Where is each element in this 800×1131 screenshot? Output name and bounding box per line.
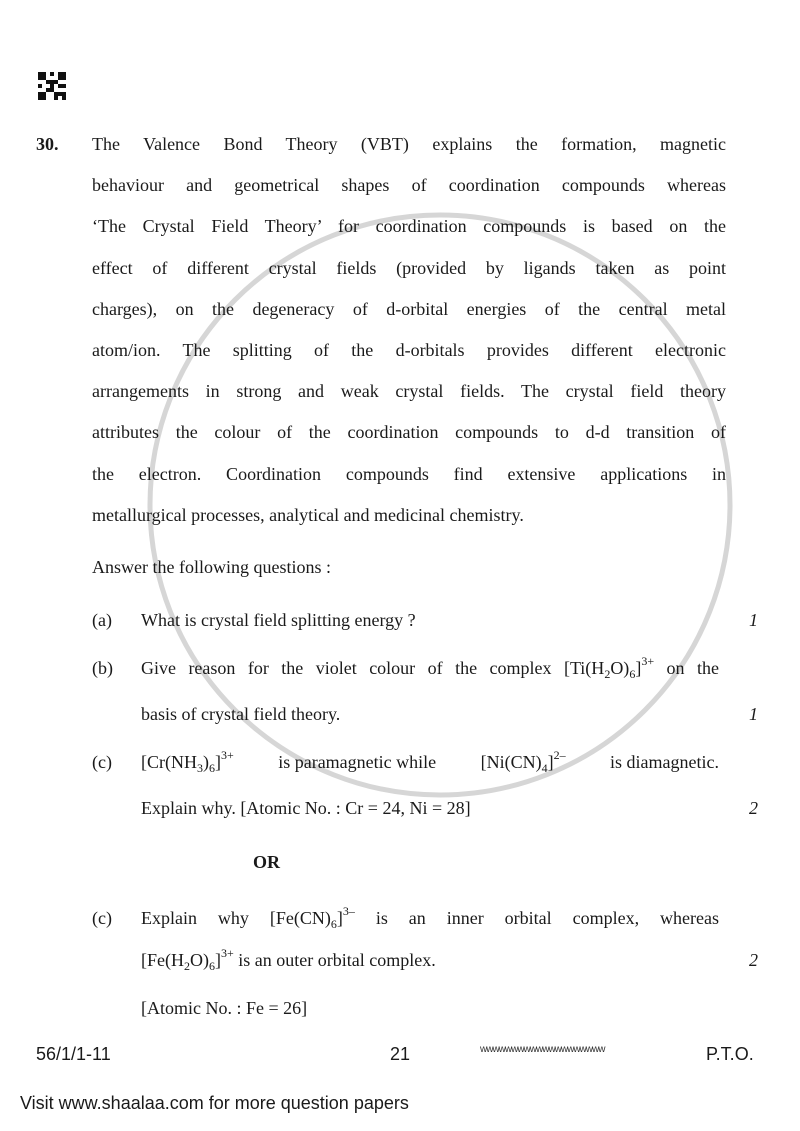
- passage-line: behaviour and geometrical shapes of coordination compounds whereas: [92, 175, 726, 196]
- shaalaa-banner: Visit www.shaalaa.com for more question papers: [20, 1093, 409, 1113]
- passage-line: atom/ion. The splitting of the d-orbitals provides different electronic: [92, 340, 726, 360]
- question-number: 30.: [36, 134, 59, 154]
- passage-line: attributes the colour of the coordination compounds to d-d transition of: [92, 422, 726, 443]
- part-text: Explain why $[Fe(CN)_6]^{3-}$ is an inner orbital complex, whereas: [141, 904, 719, 931]
- passage-line: The Valence Bond Theory (VBT) explains the formation, magnetic: [92, 134, 726, 154]
- marks: 1: [749, 610, 758, 630]
- part-label: (c): [92, 752, 112, 772]
- formula: $[Fe(CN)_6]^{3-}$: [269, 904, 355, 931]
- or-divider: OR: [253, 852, 280, 872]
- passage-line: arrangements in strong and weak crystal fields. The crystal field theory: [92, 381, 726, 402]
- passage-line: ‘The Crystal Field Theory’ for coordination compounds is based on the: [92, 216, 726, 237]
- passage-line: the electron. Coordination compounds find extensive applications in: [92, 463, 726, 484]
- pto-label: P.T.O.: [706, 1044, 754, 1064]
- passage-line: charges), on the degeneracy of d-orbital energies of the central metal: [92, 298, 726, 319]
- part-text: What is crystal field splitting energy ?: [141, 610, 416, 630]
- page-number: 21: [390, 1044, 411, 1064]
- part-text-line3: [Atomic No. : Fe = 26]: [141, 998, 308, 1018]
- part-text: $[Cr(NH_3)_6]^{3+}$ is paramagnetic while $[Ni(CN)_4]^{2-}$ is diamagnetic.: [141, 748, 719, 775]
- part-text-line2: Explain why. [Atomic No. : Cr = 24, Ni = 28]: [141, 798, 471, 818]
- instruction: Answer the following questions :: [92, 557, 331, 577]
- formula: $[Fe(H_2O)_6]^{3+}$: [141, 946, 234, 973]
- part-label: (b): [92, 658, 113, 678]
- part-text: Give reason for the violet colour of the complex $[Ti(H_2O)_6]^{3+}$ on the: [141, 654, 719, 681]
- passage-line: effect of different crystal fields (provided by ligands taken as point: [92, 257, 726, 278]
- passage-line: metallurgical processes, analytical and medicinal chemistry.: [92, 504, 524, 525]
- qr-code-icon: [38, 72, 66, 100]
- formula: $[Ti(H_2O)_6]^{3+}$: [563, 654, 655, 681]
- marks: 1: [749, 704, 758, 724]
- marks: 2: [749, 798, 758, 818]
- part-label: (c): [92, 908, 112, 928]
- squiggle-line: wwwwwwwwwwwwwwwwwwww: [480, 1044, 605, 1055]
- marks: 2: [749, 950, 758, 970]
- paper-code: 56/1/1-11: [36, 1044, 111, 1064]
- part-text-line2: $[Fe(H_2O)_6]^{3+}$ is an outer orbital complex.: [141, 946, 436, 973]
- formula: $[Cr(NH_3)_6]^{3+}$: [141, 748, 234, 775]
- formula: $[Ni(CN)_4]^{2-}$: [480, 748, 566, 775]
- part-label: (a): [92, 610, 112, 630]
- part-text-line2: basis of crystal field theory.: [141, 704, 341, 724]
